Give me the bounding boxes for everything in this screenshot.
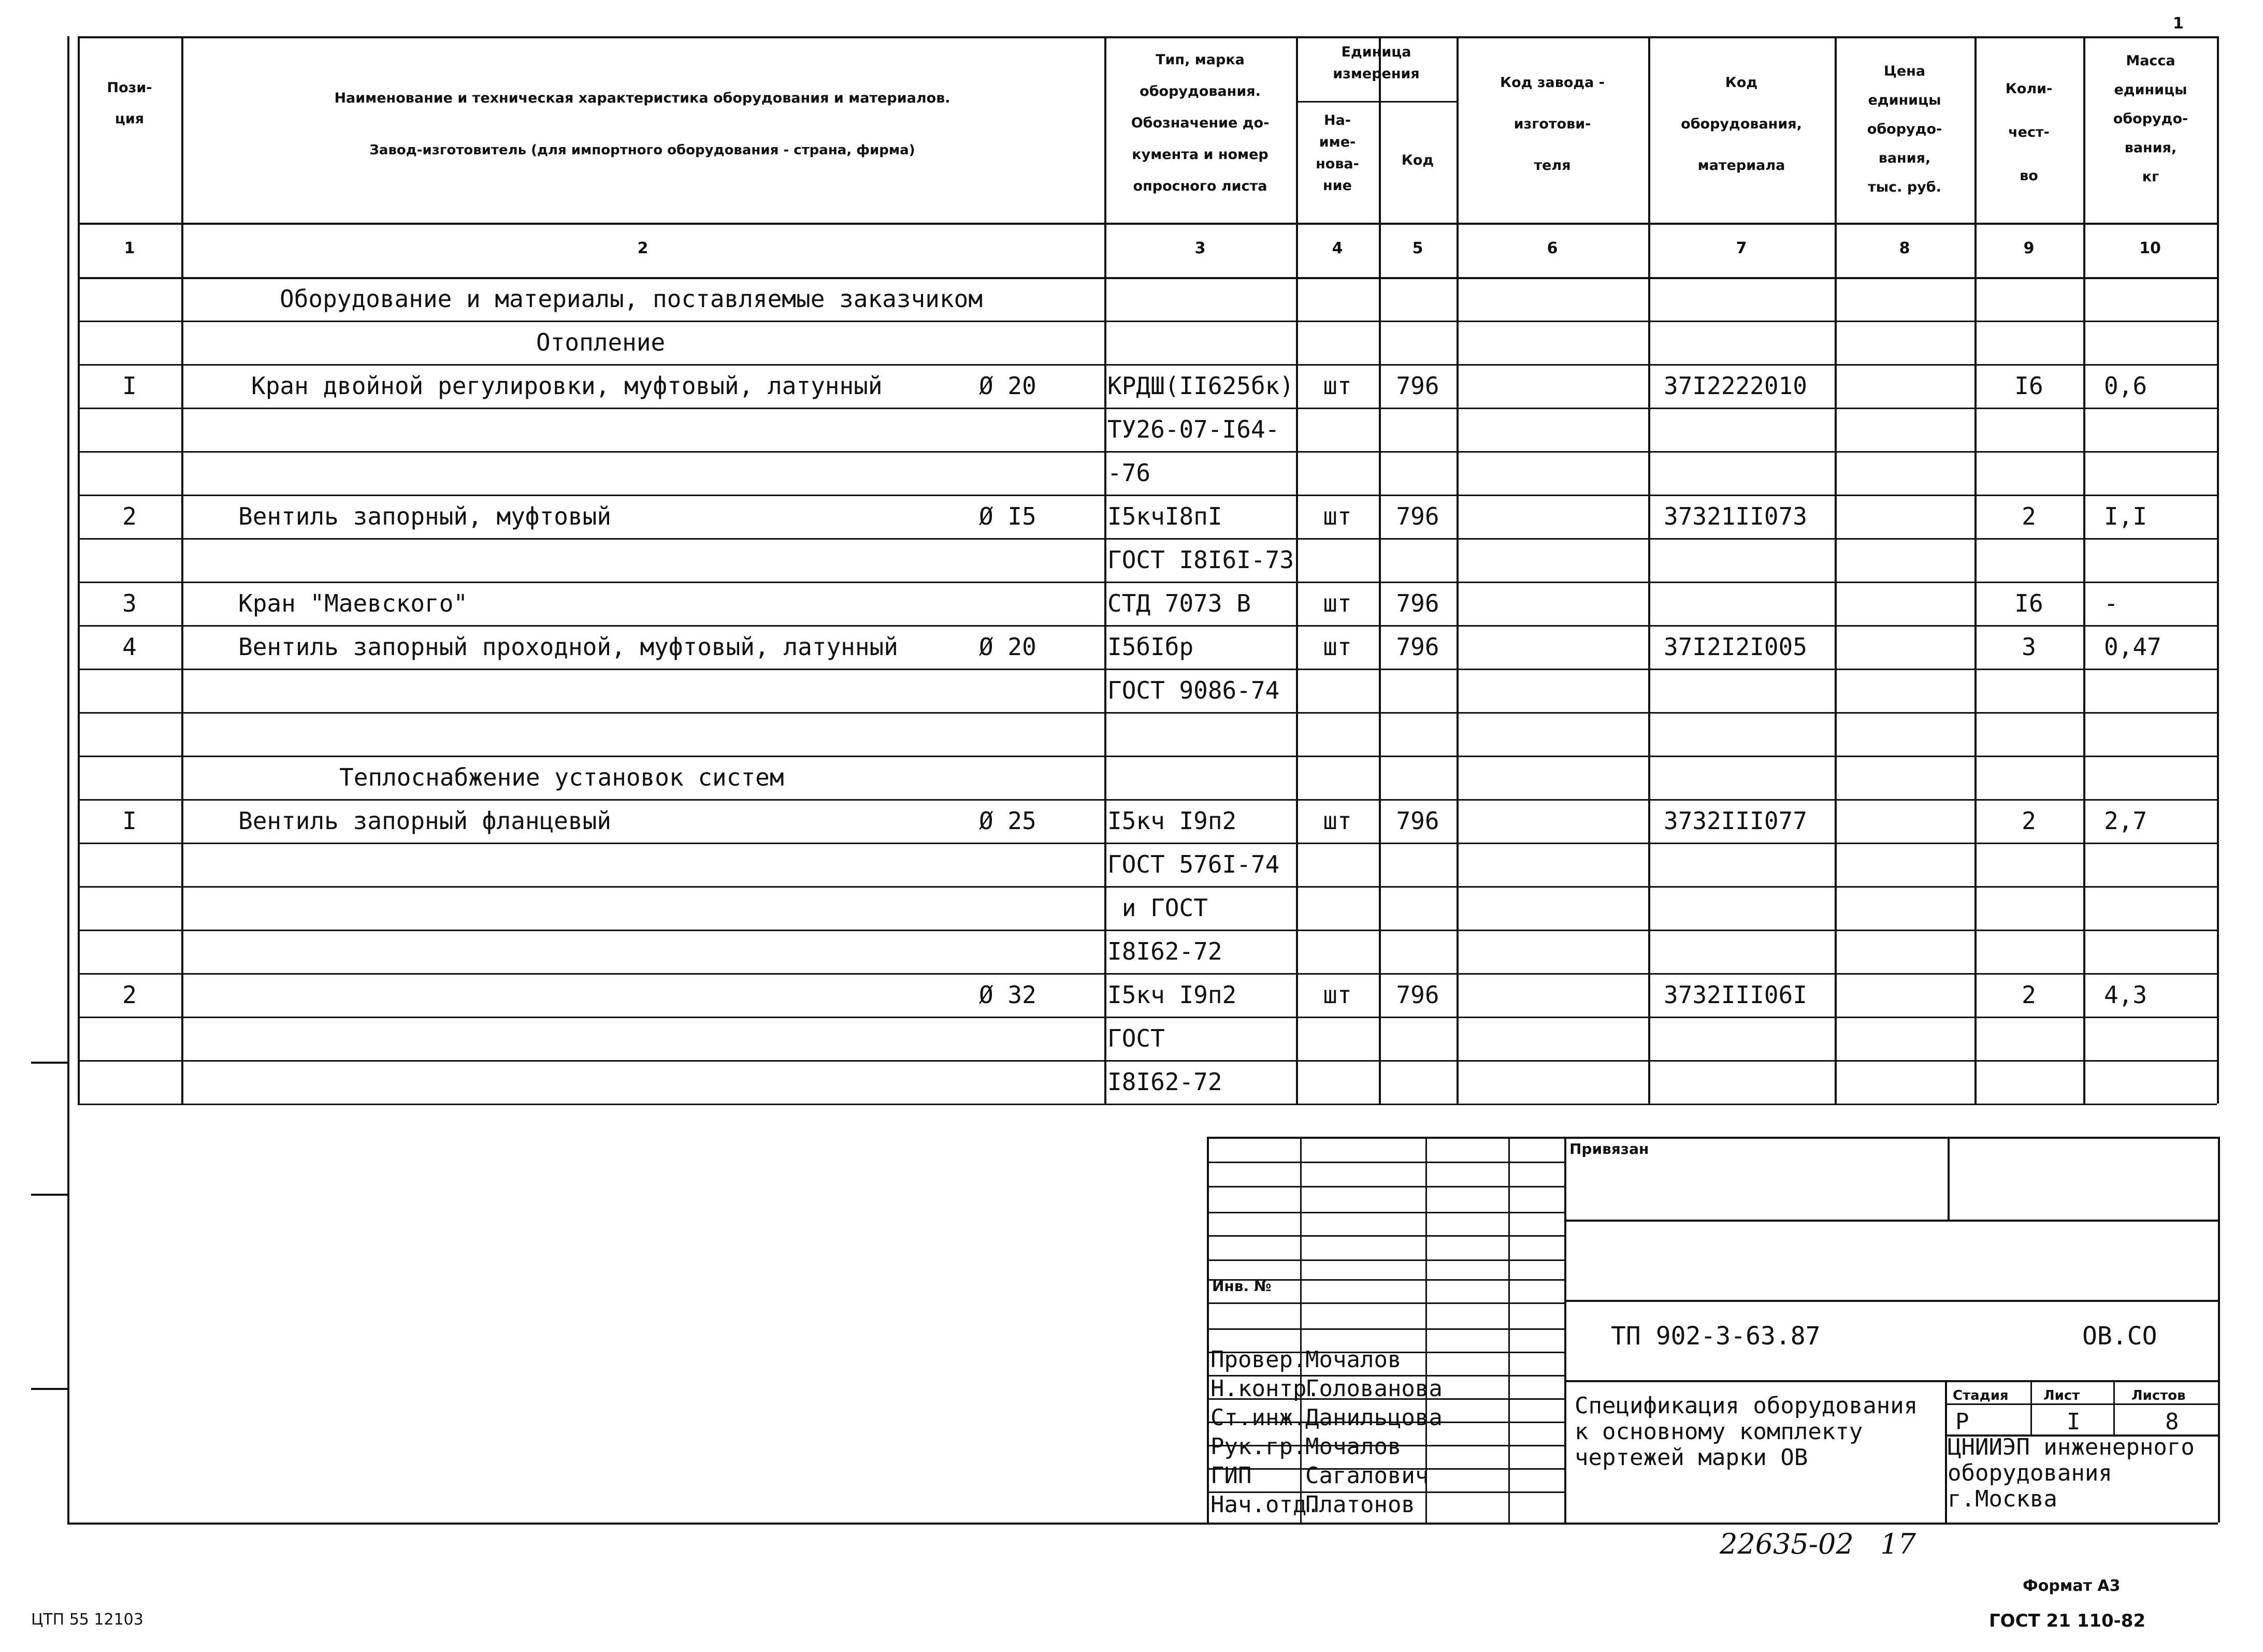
row-type: СТД 7073 В [1107,589,1251,617]
stamp-row-line [1207,1328,1564,1330]
header-col-quantity: Коли- чест- во [2005,81,2053,184]
row-quantity: I6 [2014,589,2043,617]
column-number: 6 [1547,239,1558,257]
column-line [1648,36,1650,1104]
margin-tick [31,1062,67,1064]
row-line [78,712,2217,714]
stage-line [1945,1403,2218,1405]
table-top [78,36,2217,38]
row-unit-code: 796 [1396,981,1439,1009]
privyazan-label: Привязан [1569,1140,1649,1157]
row-mass: 0,47 [2104,633,2161,661]
handwritten-number: 22635-02 17 [1720,1528,1916,1560]
row-equipment-code: 3732III06I [1664,981,1807,1009]
left-code: ЦТП 55 12103 [31,1611,143,1629]
row-type: ГОСТ 9086-74 [1107,676,1280,704]
row-type: I5кчI8пI [1107,502,1222,530]
document-mark: ОВ.СО [2082,1322,2157,1351]
stage-col [2113,1380,2115,1434]
header-col-name-line2: Завод-изготовитель (для импортного оборудования - страна, фирма) [369,142,915,158]
unit-subheader-line [1296,101,1457,103]
signature-name: Сагалович [1305,1462,1429,1489]
margin-tick [31,1388,67,1390]
signature-role: ГИП [1210,1462,1252,1489]
inventory-label: Инв. № [1212,1278,1272,1295]
row-mass: I,I [2104,502,2147,530]
gost-label: ГОСТ 21 110-82 [1989,1611,2146,1631]
row-name: Кран "Маевского" [238,589,468,617]
stamp-right [2218,1137,2220,1523]
column-number: 8 [1899,239,1910,257]
stamp-row-line [1207,1212,1564,1213]
row-equipment-code: 37I2I2I005 [1664,633,1807,661]
stage-value: Р [1955,1409,1969,1435]
header-col-mass: Масса единицы оборудо- вания, кг [2113,53,2188,185]
row-type: ГОСТ [1107,1024,1165,1052]
row-line [78,321,2217,322]
stamp-row-line [1207,1302,1564,1304]
stamp-row-line [1207,1235,1564,1237]
signature-name: Мочалов [1305,1346,1402,1373]
signature-role: Н.контр. [1210,1375,1320,1402]
stamp-line [1564,1380,2218,1382]
row-unit-code: 796 [1396,372,1439,400]
format-label: Формат А3 [2023,1577,2121,1595]
row-position: I [122,807,137,835]
row-unit-code: 796 [1396,633,1439,661]
row-mass: 0,6 [2104,372,2147,400]
header-col-unit-name: На- име- нова- ние [1316,112,1359,194]
signature-name: Мочалов [1305,1433,1402,1460]
column-line [78,36,80,1104]
header-col-unit-code: Код [1401,152,1434,168]
header-bottom [78,223,2217,225]
column-number: 4 [1332,239,1343,257]
row-line [78,1104,2217,1105]
row-quantity: 3 [2022,633,2036,661]
row-unit: шт [1323,502,1352,530]
row-name: Кран двойной регулировки, муфтовый, латунный [251,372,883,400]
column-number: 1 [124,239,135,257]
stamp-line [1564,1220,2218,1222]
row-type: I8I62-72 [1107,937,1222,965]
row-name: Оборудование и материалы, поставляемые заказчиком [280,285,983,313]
row-type: ГОСТ 576I-74 [1107,850,1280,878]
row-name: Отопление [536,328,666,356]
row-position: 2 [122,981,137,1009]
row-type: I8I62-72 [1107,1068,1222,1096]
row-position: 3 [122,589,137,617]
row-position: 4 [122,633,137,661]
row-equipment-code: 3732III077 [1664,807,1807,835]
table-right [2217,36,2219,1104]
stamp-divider [1564,1137,1566,1523]
column-number: 7 [1736,239,1747,257]
stage-divider [1945,1380,1947,1523]
row-equipment-code: 37I2222010 [1664,372,1807,400]
row-type: ТУ26-07-I64- [1107,415,1280,443]
stamp-row-line [1207,1162,1564,1163]
column-line [181,36,183,1104]
row-mass: 2,7 [2104,807,2147,835]
row-name: Вентиль запорный фланцевый [238,807,612,835]
header-col-type: Тип, марка оборудования. Обозначение до- кумента и номер опросного листа [1131,52,1270,194]
stamp-row-line [1207,1259,1564,1261]
margin-tick [31,1194,67,1196]
stamp-row-line [1207,1186,1564,1187]
row-quantity: 2 [2022,807,2036,835]
stage-col [2030,1380,2032,1434]
stamp-line [1564,1300,2218,1302]
signature-role: Рук.гр. [1210,1433,1307,1460]
row-diameter: Ø 25 [979,807,1036,835]
signature-name: Голованова [1305,1375,1443,1402]
row-position: I [122,372,137,400]
header-col-name-line1: Наименование и техническая характеристика оборудования и материалов. [334,90,950,106]
column-number: 10 [2139,239,2161,257]
row-name: Вентиль запорный, муфтовый [238,502,612,530]
column-number: 5 [1412,239,1423,257]
header-col-price: Цена единицы оборудо- вания, тыс. руб. [1867,63,1942,195]
row-name: Вентиль запорный проходной, муфтовый, латунный [238,633,898,661]
header-col-factory-code: Код завода - изготови- теля [1500,75,1605,173]
column-number: 2 [637,239,648,257]
column-number: 3 [1194,239,1206,257]
row-diameter: Ø 32 [979,981,1036,1009]
document-title: Спецификация оборудования к основному комплекту чертежей марки ОВ [1575,1393,1918,1471]
row-name: Теплоснабжение установок систем [339,763,784,791]
row-type: КРДШ(II625бк) [1107,372,1294,400]
row-type: -76 [1107,459,1151,487]
sheets-value: 8 [2165,1409,2179,1435]
column-line [2083,36,2085,1104]
column-line [1457,36,1459,1104]
row-unit: шт [1323,807,1352,835]
column-line [1379,36,1381,1104]
row-diameter: Ø I5 [979,502,1036,530]
row-unit: шт [1323,589,1352,617]
signature-role: Провер. [1210,1346,1307,1373]
signature-role: Нач.отд. [1210,1491,1320,1518]
row-diameter: Ø 20 [979,633,1036,661]
corner-mark: 1 [2173,15,2184,33]
stamp-top [1207,1137,2218,1139]
row-type: и ГОСТ [1107,894,1208,922]
signature-role: Ст.инж. [1210,1404,1307,1431]
signature-name: Платонов [1305,1491,1415,1518]
row-unit-code: 796 [1396,807,1439,835]
frame-bottom [67,1523,2218,1525]
frame-left [67,36,69,1523]
row-diameter: Ø 20 [979,372,1036,400]
column-number: 9 [2023,239,2035,257]
header-col-equipment-code: Код оборудования, материала [1681,75,1802,173]
row-unit: шт [1323,372,1352,400]
row-type: I5кч I9п2 [1107,981,1237,1009]
sheets-label: Листов [2131,1388,2186,1403]
row-unit-code: 796 [1396,589,1439,617]
privyazan-divider [1948,1137,1950,1220]
row-mass: - [2104,589,2118,617]
sheet-label: Лист [2043,1388,2080,1403]
row-position: 2 [122,502,137,530]
row-unit-code: 796 [1396,502,1439,530]
row-type: I5бIбр [1107,633,1194,661]
stage-label: Стадия [1953,1388,2009,1403]
row-unit: шт [1323,633,1352,661]
row-type: ГОСТ I8I6I-73 [1107,546,1294,574]
row-quantity: 2 [2022,981,2036,1009]
document-code: ТП 902-3-63.87 [1611,1322,1821,1351]
row-mass: 4,3 [2104,981,2147,1009]
header-col-position: Пози- ция [107,80,152,127]
signature-name: Данильцова [1305,1404,1443,1431]
header-col-unit-group: Единица измерения [1333,44,1420,82]
row-quantity: I6 [2014,372,2043,400]
row-equipment-code: 37321II073 [1664,502,1807,530]
row-quantity: 2 [2022,502,2036,530]
organization-name: ЦНИИЭП инженерного оборудования г.Москва [1948,1434,2195,1512]
row-unit: шт [1323,981,1352,1009]
sheet-value: I [2067,1409,2081,1435]
row-type: I5кч I9п2 [1107,807,1237,835]
